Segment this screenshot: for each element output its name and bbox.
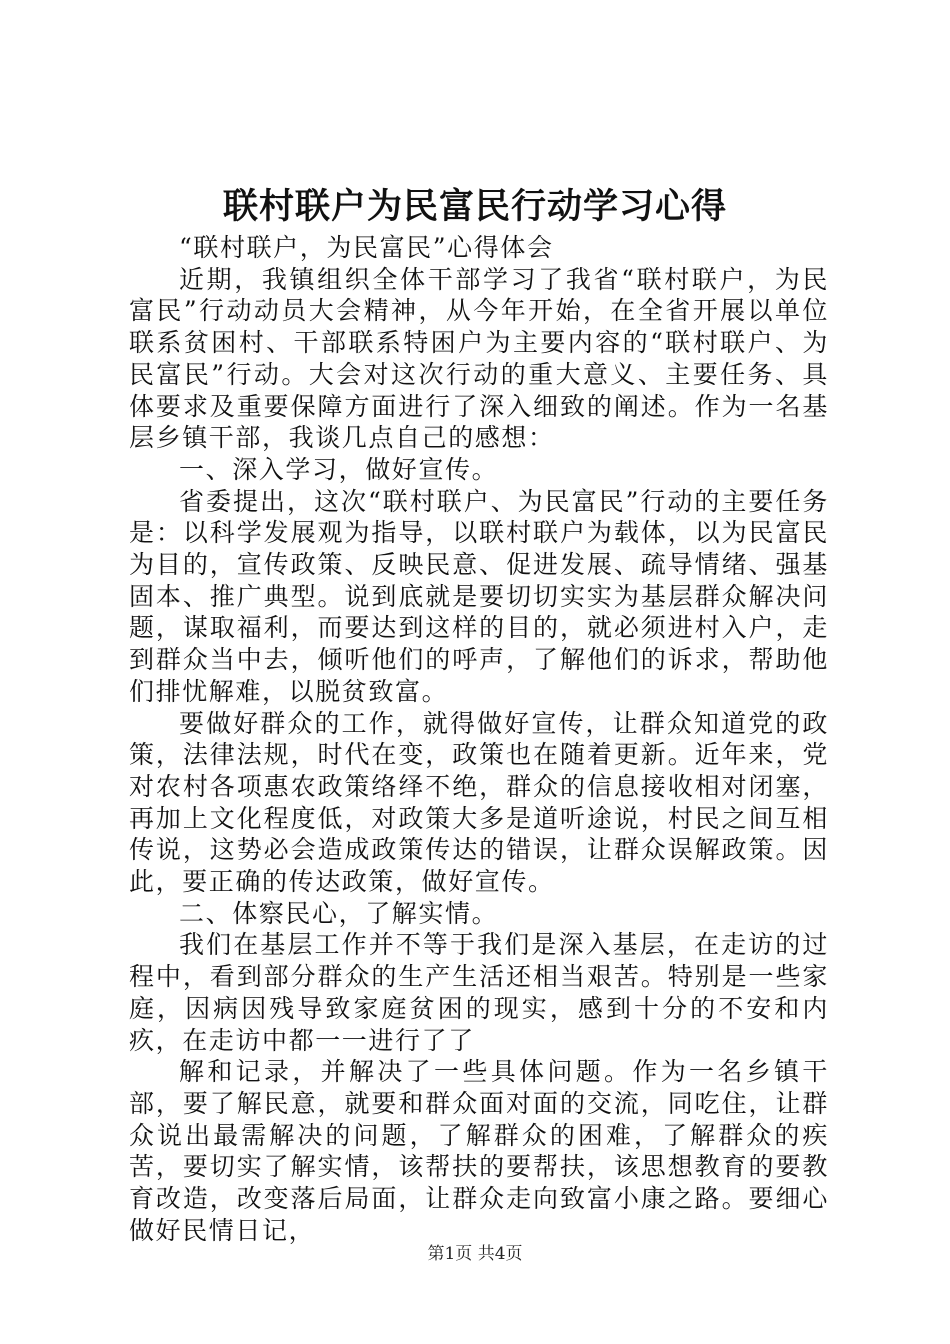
document-body xyxy=(129,232,829,1247)
paragraph: 解和记录，并解决了一些具体问题。作为一名乡镇干部，要了解民意，就要和群众面对面的交流，同吃住，让群众说出最需解决的问题，了解群众的困难，了解群众的疾苦，要切实了解实情，该帮扶的要帮扶，该思想教育的要教育改造，改变落后局面，让群众走向致富小康之路。要细心做好民情日记， xyxy=(129,1057,829,1245)
paragraph: 一、深入学习，做好宣传。 xyxy=(179,454,499,484)
page-footer: 第1页 共4页 xyxy=(427,1244,523,1264)
paragraph: 近期，我镇组织全体干部学习了我省“联村联户，为民富民”行动动员大会精神，从今年开始，在全省开展以单位联系贫困村、干部联系特困户为主要内容的“联村联户、为民富民”行动。大会对这次行动的重大意义、主要任务、具体要求及重要保障方面进行了深入细致的阐述。作为一名基层乡镇干部，我谈几点自己的感想： xyxy=(129,264,829,453)
paragraph: 二、体察民心，了解实情。 xyxy=(179,898,499,928)
paragraph: 我们在基层工作并不等于我们是深入基层，在走访的过程中，看到部分群众的生产生活还相当艰苦。特别是一些家庭，因病因残导致家庭贫困的现实，感到十分的不安和内疚，在走访中都一一进行了了 xyxy=(129,930,829,1055)
paragraph: 省委提出，这次“联村联户、为民富民”行动的主要任务是：以科学发展观为指导，以联村联户为载体，以为民富民为目的，宣传政策、反映民意、促进发展、疏导情绪、强基固本、推广典型。说到底就是要切切实实为基层群众解决问题，谋取福利，而要达到这样的目的，就必须进村入户，走到群众当中去，倾听他们的呼声，了解他们的诉求，帮助他们排忧解难，以脱贫致富。 xyxy=(129,486,829,706)
paragraph: “联村联户，为民富民”心得体会 xyxy=(179,233,554,262)
document-title: 联村联户为民富民行动学习心得 xyxy=(222,186,727,227)
paragraph: 要做好群众的工作，就得做好宣传，让群众知道党的政策，法律法规，时代在变，政策也在随着更新。近年来，党对农村各项惠农政策络绎不绝，群众的信息接收相对闭塞，再加上文化程度低，对政策大多是道听途说，村民之间互相传说，这势必会造成政策传达的错误，让群众误解政策。因此，要正确的传达政策，做好宣传。 xyxy=(129,708,829,897)
